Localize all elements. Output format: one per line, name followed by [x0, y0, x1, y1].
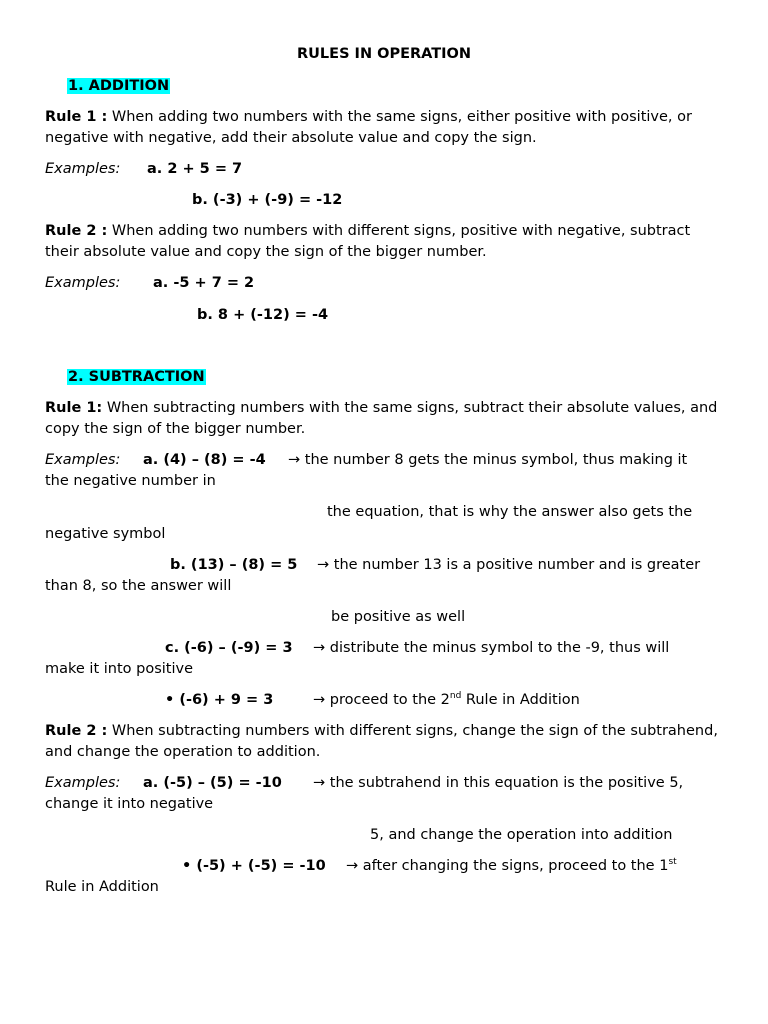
addition-rule1: [45, 107, 723, 149]
subtraction-rule1-example-b-note-3: be positive as well: [331, 609, 466, 625]
examples-label: Examples:: [45, 275, 121, 291]
subtraction-rule2-example-a2-note: [346, 856, 677, 877]
addition-rule1-label: Rule 1 :: [45, 109, 108, 125]
addition-rule2-text: When adding two numbers with different signs, positive with negative, subtract their absolute value and copy the sign of the bigger number.: [45, 223, 691, 260]
document-title: RULES IN OPERATION: [296, 46, 472, 62]
subtraction-rule1: [45, 398, 723, 440]
addition-rule1-examples: [45, 159, 723, 180]
subtraction-rule2-example-a-eq: a. (-5) – (5) = -10: [143, 775, 282, 791]
subtraction-rule1-example-c2-note: [313, 690, 580, 711]
subtraction-heading-text: 2. SUBTRACTION: [68, 369, 205, 385]
subtraction-rule1-example-a-note-3: the equation, that is why the answer also gets the: [327, 504, 693, 520]
subtraction-rule1-text: When subtracting numbers with the same signs, subtract their absolute values, and copy the sign of the bigger number.: [45, 400, 718, 437]
note-text: → after changing the signs, proceed to the 1: [346, 858, 669, 874]
subtraction-rule2-text: When subtracting numbers with different signs, change the sign of the subtrahend, and change the operation to addition.: [45, 723, 718, 760]
subtraction-rule2-example-a-note: → the subtrahend in this equation is the positive 5,: [313, 775, 684, 791]
subtraction-rule2-example-a-note-3: 5, and change the operation into addition: [370, 827, 673, 843]
subtraction-heading: [67, 367, 723, 388]
addition-rule2-example-b-text: b. 8 + (-12) = -4: [197, 307, 329, 323]
subtraction-rule1-example-c: [165, 638, 723, 659]
subtraction-rule2-example-a2: [182, 856, 723, 877]
subtraction-rule2-label: Rule 2 :: [45, 723, 108, 739]
subtraction-rule1-example-b-eq: b. (13) – (8) = 5: [170, 557, 298, 573]
addition-rule2: [45, 221, 723, 263]
addition-rule2-example-b: [197, 305, 723, 326]
addition-rule1-example-a: a. 2 + 5 = 7: [147, 161, 243, 177]
subtraction-rule1-example-a: [45, 450, 723, 471]
addition-rule1-example-b: [192, 190, 723, 211]
subtraction-rule1-example-a-eq: a. (4) – (8) = -4: [143, 452, 266, 468]
subtraction-rule2-example-a: [45, 773, 723, 794]
subtraction-rule1-example-c2-eq: • (-6) + 9 = 3: [165, 692, 274, 708]
subtraction-rule1-example-b-note: → the number 13 is a positive number and is greater: [317, 557, 701, 573]
addition-rule2-examples: [45, 273, 723, 294]
subtraction-rule1-example-c2: [165, 690, 723, 711]
addition-heading-text: 1. ADDITION: [68, 78, 170, 94]
note-text: → proceed to the 2: [313, 692, 450, 708]
addition-rule1-example-b-text: b. (-3) + (-9) = -12: [192, 192, 343, 208]
addition-rule1-text: When adding two numbers with the same signs, either positive with positive, or negative with negative, add their absolute value and copy the sign.: [45, 109, 692, 146]
addition-heading: [67, 76, 723, 97]
subtraction-rule1-label: Rule 1:: [45, 400, 103, 416]
subtraction-rule2-example-a-note-2: change it into negative: [45, 796, 214, 812]
subtraction-rule2-example-a2-note-2: Rule in Addition: [45, 879, 159, 895]
ordinal-suffix: nd: [449, 691, 462, 702]
examples-label: Examples:: [45, 161, 121, 177]
subtraction-rule2-example-a2-eq: • (-5) + (-5) = -10: [182, 858, 326, 874]
addition-rule2-label: Rule 2 :: [45, 223, 108, 239]
examples-label: Examples:: [45, 775, 121, 791]
subtraction-rule1-example-a-note-4: negative symbol: [45, 526, 166, 542]
subtraction-rule1-example-a-note: → the number 8 gets the minus symbol, thus making it: [288, 452, 688, 468]
ordinal-suffix: st: [668, 857, 677, 868]
note-text: Rule in Addition: [461, 692, 580, 708]
subtraction-rule1-example-a-note-2: the negative number in: [45, 473, 216, 489]
subtraction-rule2: [45, 721, 723, 763]
subtraction-rule1-example-b-note-2: than 8, so the answer will: [45, 578, 232, 594]
examples-label: Examples:: [45, 452, 121, 468]
subtraction-rule1-example-b: [170, 555, 723, 576]
subtraction-rule1-example-c-eq: c. (-6) – (-9) = 3: [165, 640, 293, 656]
addition-rule2-example-a: a. -5 + 7 = 2: [153, 275, 255, 291]
subtraction-rule1-example-c-note-2: make it into positive: [45, 661, 194, 677]
subtraction-rule1-example-c-note: → distribute the minus symbol to the -9, thus will: [313, 640, 670, 656]
